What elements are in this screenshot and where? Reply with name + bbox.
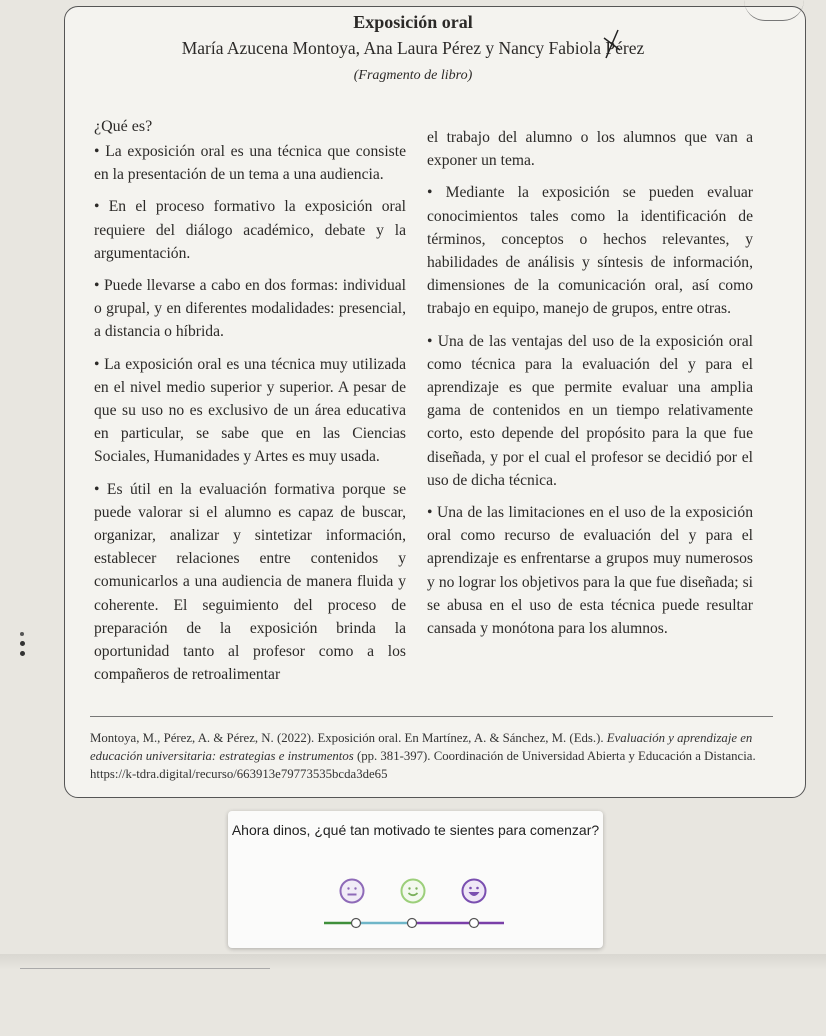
reference-url: https://k-tdra.digital/recurso/663913e79773535bcda3de65 bbox=[90, 767, 388, 781]
smiling-face-icon[interactable] bbox=[400, 878, 426, 904]
left-paragraph: • La exposición oral es una técnica que consiste en la presentación de un tema a una audiencia. bbox=[94, 143, 406, 184]
document-authors: María Azucena Montoya, Ana Laura Pérez y Nancy Fabiola Pérez bbox=[181, 38, 645, 58]
emoji-options bbox=[228, 878, 603, 908]
reference-book-title: Evaluación y aprendizaje en educación universitaria: estrategias e instrumentos bbox=[90, 731, 753, 763]
left-paragraph: • Puede llevarse a cabo en dos formas: individual o grupal, y en diferentes modalidades: presencial, a distancia o híbrida. bbox=[94, 277, 406, 341]
right-paragraph: • Mediante la exposición se pueden evaluar conocimientos tales como la identificación de términos, conceptos o hechos relevantes, y habilidades de análisis y síntesis de información, dimensiones de la comunicación oral, así como trabajo en equipo, manejo de grupos, entre otras. bbox=[427, 184, 753, 318]
motivation-question: Ahora dinos, ¿qué tan motivado te sientes para comenzar? bbox=[231, 822, 600, 838]
left-paragraph: • La exposición oral es una técnica muy utilizada en el nivel medio superior y superior. A pesar de que su uso no es exclusivo de un área educativa en particular, se sabe que en las Ciencias Sociales, Humanidades y Artes es muy usada. bbox=[94, 355, 406, 466]
reference-text: (pp. 381-397). Coordinación de Universidad Abierta y Educación a Distancia. bbox=[356, 749, 756, 763]
section-heading: ¿Qué es? bbox=[94, 118, 153, 135]
reference-text: Montoya, M., Pérez, A. & Pérez, N. (2022). Exposición oral. En Martínez, A. & Sánchez, M. (Eds.). bbox=[90, 731, 604, 745]
right-paragraph: • Una de las limitaciones en el uso de la exposición oral como recurso de evaluación del y para el aprendizaje es enfrentarse a grupos muy numerosos y no lograr los objetivos para la que fue diseñada; si se abusa en el uso de esta técnica puede resultar cansada y monótona para los alumnos. bbox=[427, 504, 753, 638]
pen-mark-icon bbox=[598, 28, 624, 64]
divider bbox=[90, 716, 773, 717]
motivation-card bbox=[228, 811, 603, 948]
neutral-face-icon[interactable] bbox=[339, 878, 365, 904]
document-subtitle: (Fragmento de libro) bbox=[353, 68, 473, 83]
grinning-face-icon[interactable] bbox=[461, 878, 487, 904]
right-paragraph: • Una de las ventajas del uso de la exposición oral como técnica para la evaluación del y para el aprendizaje es que permite evaluar una amplia gama de contenidos en un tiempo relativamente corto, esto depende del propósito para la que fue diseñada, y por el cual el profesor se decidió por el uso de dicha técnica. bbox=[427, 332, 753, 489]
right-paragraph: el trabajo del alumno o los alumnos que van a exponer un tema. bbox=[427, 129, 753, 170]
side-dots bbox=[18, 632, 26, 661]
right-column bbox=[427, 126, 753, 649]
bottom-rule bbox=[20, 968, 270, 969]
left-paragraph: • Es útil en la evaluación formativa porque se puede valorar si el alumno es capaz de buscar, organizar, analizar y sintetizar información, establecer relaciones entre contenidos y comunicarlos a una audiencia de manera fluida y coherente. El seguimiento del proceso de preparación de la exposición brinda la oportunidad tanto al profesor como a los compañeros de retroalimentar bbox=[94, 480, 406, 684]
motivation-slider[interactable] bbox=[324, 917, 504, 929]
document-title: Exposición oral bbox=[353, 12, 473, 32]
left-paragraph: • En el proceso formativo la exposición oral requiere del diálogo académico, debate y la argumentación. bbox=[94, 198, 406, 262]
reference-citation bbox=[90, 729, 773, 783]
left-column bbox=[94, 140, 406, 695]
